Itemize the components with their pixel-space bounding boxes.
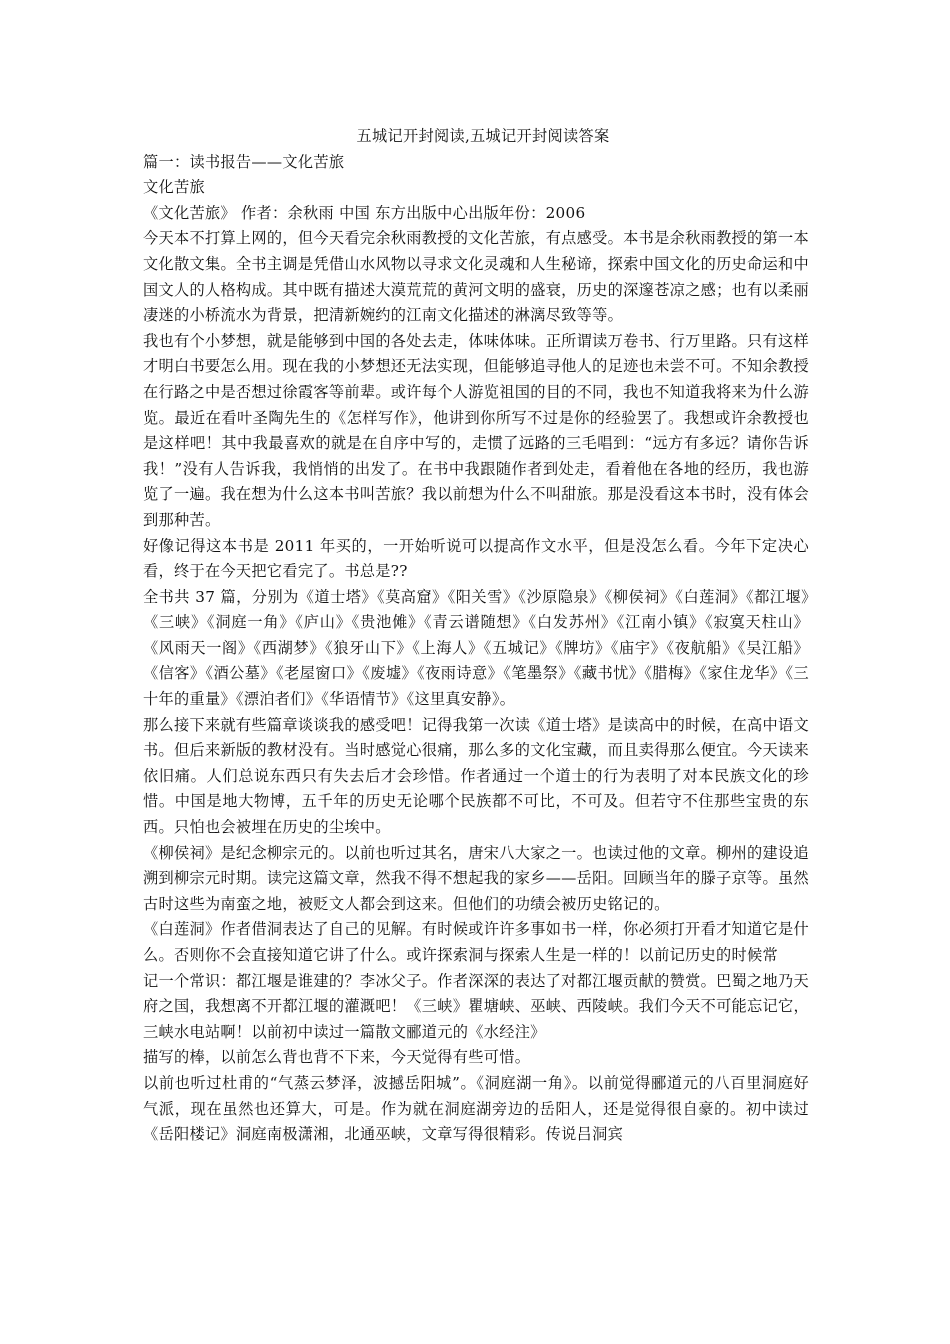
- paragraph-purchase: 好像记得这本书是 2011 年买的，一开始听说可以提高作文水平，但是没怎么看。今年下定决心看，终于在今天把它看完了。书总是??: [143, 536, 809, 581]
- paragraph-heading-part-one: 篇一：读书报告——文化苦旅: [143, 152, 345, 171]
- paragraph-intro: 今天本不打算上网的，但今天看完余秋雨教授的文化苦旅，有点感受。本书是余秋雨教授的第一本文化散文集。全书主调是凭借山水风物以寻求文化灵魂和人生秘谛，探索中国文化的历史命运和中国文人的人格构成。其中既有描述大漠荒荒的黄河文明的盛衰，历史的深邃苍凉之感；也有以柔丽凄迷的小桥流水为背景，把清新婉约的江南文化描述的淋漓尽致等等。: [143, 229, 809, 325]
- paragraph-contents-list: 全书共 37 篇，分别为《道士塔》《莫高窟》《阳关雪》《沙原隐泉》《柳侯祠》《白莲洞》《都江堰》《三峡》《洞庭一角》《庐山》《贵池傩》《青云谱随想》《白发苏州》《江南小镇》《寂寞天柱山》《风雨天一阁》《西湖梦》《狼牙山下》《上海人》《五城记》《牌坊》《庙宇》《夜航船》《吴江船》《信客》《酒公墓》《老屋窗口》《废墟》《夜雨诗意》《笔墨祭》《藏书忧》《腊梅》《家住龙华》《三十年的重量》《漂泊者们》《华语情节》《这里真安静》。: [143, 587, 809, 709]
- paragraph-white-lotus-cave: 《白莲洞》作者借洞表达了自己的见解。有时候或许许多事如书一样，你必须打开看才知道它是什么。否则你不会直接知道它讲了什么。或许探索洞与探索人生是一样的！以前记历史的时候常: [143, 920, 809, 964]
- paragraph-dujiangyan: 记一个常识：都江堰是谁建的？李冰父子。作者深深的表达了对都江堰贡献的赞赏。巴蜀之地乃天府之国，我想离不开都江堰的灌溉吧！《三峡》瞿塘峡、巫峡、西陵峡。我们今天不可能忘记它，三峡水电站啊！以前初中读过一篇散文郦道元的《水经注》: [143, 971, 809, 1041]
- document-body: [143, 124, 809, 1148]
- paragraph-book-info: 《文化苦旅》 作者：余秋雨 中国 东方出版中心出版年份：2006: [143, 203, 586, 222]
- paragraph-taoist-tower: 那么接下来就有些篇章谈谈我的感受吧！记得我第一次读《道士塔》是读高中的时候，在高中语文书。但后来新版的教材没有。当时感觉心很痛，那么多的文化宝藏，而且卖得那么便宜。今天读来依旧痛。人们总说东西只有失去后才会珍惜。作者通过一个道士的行为表明了对本民族文化的珍惜。中国是地大物博，五千年的历史无论哪个民族都不可比，不可及。但若守不住那些宝贵的东西。只怕也会被埋在历史的尘埃中。: [143, 715, 809, 837]
- paragraph-liuhou-temple: 《柳侯祠》是纪念柳宗元的。以前也听过其名，唐宋八大家之一。也读过他的文章。柳州的建设追溯到柳宗元时期。读完这篇文章，然我不得不想起我的家乡——岳阳。回顾当年的滕子京等。虽然古时这些为南蛮之地，被贬文人都会到这来。但他们的功绩会被历史铭记的。: [143, 843, 809, 913]
- paragraph-description: 描写的棒，以前怎么背也背不下来，今天觉得有些可惜。: [143, 1048, 531, 1067]
- paragraph-book-name: 文化苦旅: [143, 178, 205, 197]
- paragraph-dongting: 以前也听过杜甫的“气蒸云梦泽，波撼岳阳城”。《洞庭湖一角》。以前觉得郦道元的八百里洞庭好气派，现在虽然也还算大，可是。作为就在洞庭湖旁边的岳阳人，还是觉得很自豪的。初中读过《岳阳楼记》洞庭南极潇湘，北通巫峡，文章写得很精彩。传说吕洞宾: [143, 1073, 809, 1144]
- document-title: 五城记开封阅读,五城记开封阅读答案: [356, 127, 610, 145]
- paragraph-dream: 我也有个小梦想，就是能够到中国的各处去走，体味体味。正所谓读万卷书、行万里路。只有这样才明白书要怎么用。现在我的小梦想还无法实现，但能够追寻他人的足迹也未尝不可。不知余教授在行路之中是否想过徐霞客等前辈。或许每个人游览祖国的目的不同，我也不知道我将来为什么游览。最近在看叶圣陶先生的《怎样写作》，他讲到你所写不过是你的经验罢了。我想或许余教授也是这样吧！其中我最喜欢的就是在自序中写的，走惯了远路的三毛唱到：“远方有多远？请你告诉我！”没有人告诉我，我悄悄的出发了。在书中我跟随作者到处走，看着他在各地的经历，我也游览了一遍。我在想为什么这本书叫苦旅？我以前想为什么不叫甜旅。那是没看这本书时，没有体会到那种苦。: [143, 331, 809, 529]
